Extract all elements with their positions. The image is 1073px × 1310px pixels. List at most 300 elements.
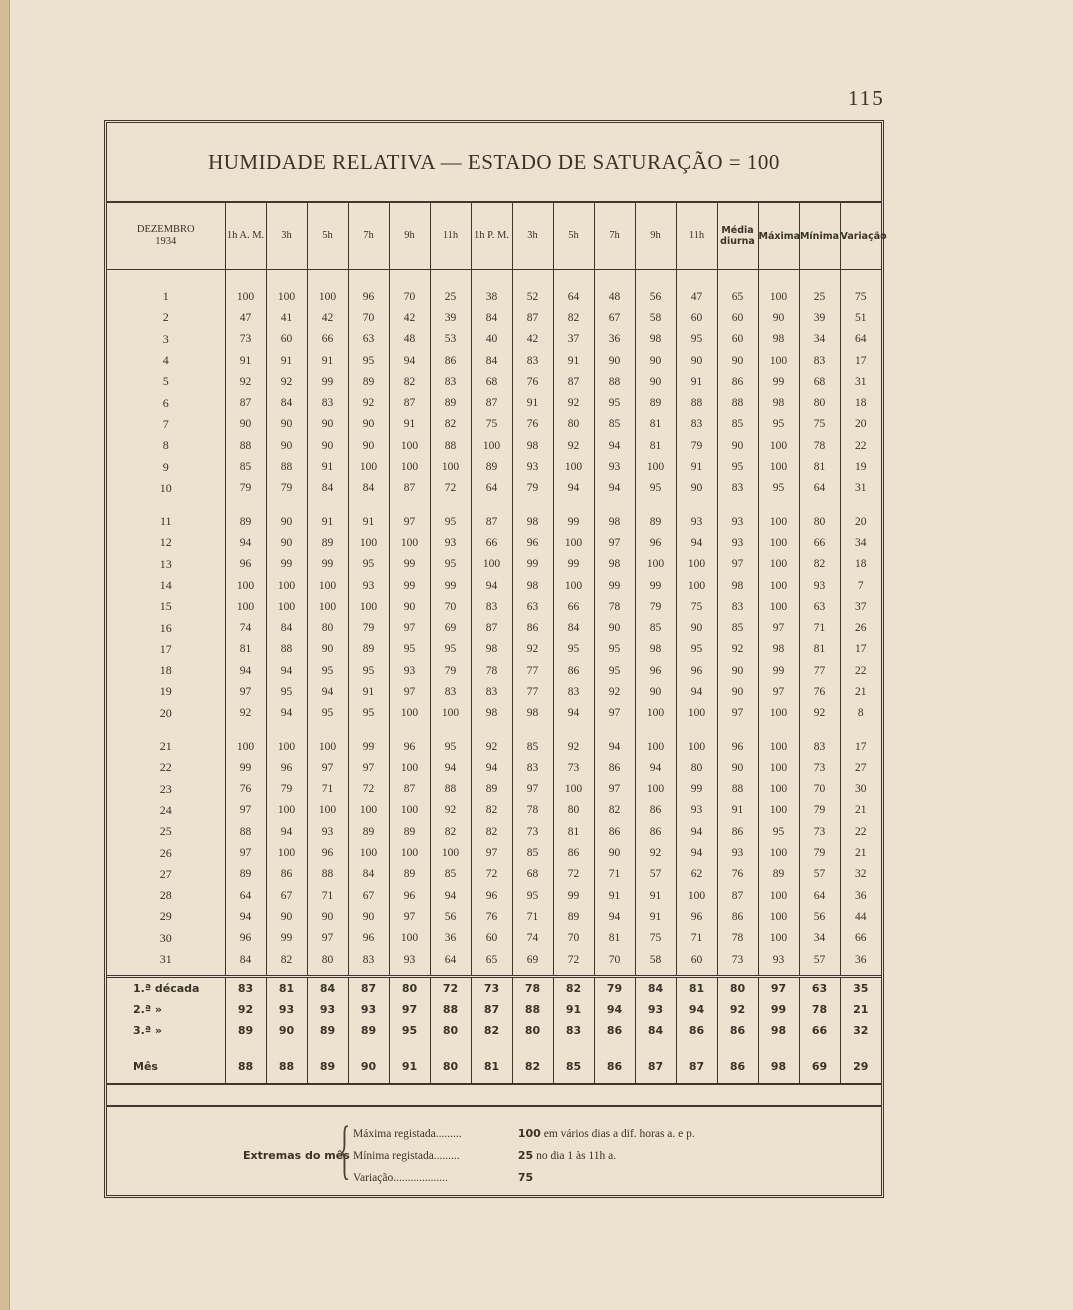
data-cell: 90	[307, 414, 348, 435]
data-cell: 100	[348, 842, 389, 863]
col-header: 3h	[512, 203, 553, 270]
data-cell: 91	[389, 1053, 430, 1079]
data-cell: 87	[676, 1053, 717, 1079]
data-cell: 37	[840, 596, 881, 617]
data-cell: 100	[307, 286, 348, 307]
data-cell: 90	[307, 435, 348, 456]
data-cell: 89	[225, 864, 266, 885]
data-cell: 91	[348, 681, 389, 702]
data-cell: 100	[676, 554, 717, 575]
data-cell: 83	[717, 596, 758, 617]
spacer-cell	[389, 1041, 430, 1053]
data-cell: 72	[348, 779, 389, 800]
col-header: 9h	[635, 203, 676, 270]
spacer-row	[107, 724, 881, 736]
data-cell: 97	[307, 928, 348, 949]
data-cell: 80	[307, 949, 348, 970]
data-cell: 57	[799, 949, 840, 970]
data-cell: 93	[430, 532, 471, 553]
data-cell: 34	[799, 928, 840, 949]
row-label: 1.ª década	[133, 982, 200, 996]
data-cell: 90	[717, 350, 758, 371]
day-row	[107, 617, 881, 638]
data-cell: 98	[594, 554, 635, 575]
data-cell: 64	[430, 949, 471, 970]
data-cell: 25	[799, 286, 840, 307]
data-cell: 65	[717, 286, 758, 307]
spacer-cell	[107, 270, 225, 287]
data-cell: 82	[430, 414, 471, 435]
data-cell: 95	[389, 1020, 430, 1041]
data-cell: 88	[266, 639, 307, 660]
data-cell: 71	[307, 885, 348, 906]
spacer-cell	[348, 1041, 389, 1053]
data-cell: 21	[840, 800, 881, 821]
data-cell: 78	[471, 660, 512, 681]
data-cell: 66	[799, 1020, 840, 1041]
data-cell: 30	[840, 779, 881, 800]
data-cell: 79	[799, 800, 840, 821]
data-cell: 96	[471, 885, 512, 906]
data-cell: 73	[471, 977, 512, 1000]
data-cell: 89	[471, 456, 512, 477]
data-cell: 100	[758, 800, 799, 821]
data-cell: 100	[553, 456, 594, 477]
day-row	[107, 906, 881, 927]
data-cell: 100	[758, 703, 799, 724]
data-cell: 84	[471, 307, 512, 328]
data-cell: 86	[553, 660, 594, 681]
spacer-cell	[553, 499, 594, 511]
spacer-cell	[676, 1041, 717, 1053]
data-cell: 79	[635, 596, 676, 617]
data-cell: 98	[512, 511, 553, 532]
data-cell: 22	[840, 435, 881, 456]
data-cell: 40	[471, 329, 512, 350]
data-cell: 73	[225, 329, 266, 350]
row-label: 27	[159, 866, 172, 881]
data-cell: 90	[635, 371, 676, 392]
data-cell: 81	[799, 456, 840, 477]
data-cell: 70	[594, 949, 635, 970]
data-cell: 42	[307, 307, 348, 328]
data-cell: 78	[799, 435, 840, 456]
data-cell: 99	[594, 575, 635, 596]
data-cell: 87	[225, 392, 266, 413]
spacer-cell	[512, 724, 553, 736]
data-cell: 82	[799, 554, 840, 575]
row-label: 5	[162, 374, 169, 389]
data-cell: 93	[307, 821, 348, 842]
data-cell: 95	[307, 660, 348, 681]
data-cell: 96	[348, 928, 389, 949]
spacer-cell	[676, 1079, 717, 1084]
data-cell: 35	[840, 977, 881, 1000]
data-cell: 90	[266, 532, 307, 553]
data-cell: 100	[225, 286, 266, 307]
data-cell: 80	[553, 414, 594, 435]
data-cell: 96	[676, 906, 717, 927]
data-cell: 79	[799, 842, 840, 863]
row-label: 2	[162, 310, 169, 325]
spacer-row	[107, 1041, 881, 1053]
spacer-cell	[635, 1041, 676, 1053]
data-cell: 90	[676, 350, 717, 371]
spacer-cell	[758, 270, 799, 287]
data-cell: 99	[389, 575, 430, 596]
day-row	[107, 821, 881, 842]
data-cell: 89	[307, 1053, 348, 1079]
data-cell: 80	[430, 1020, 471, 1041]
data-cell: 82	[430, 821, 471, 842]
data-cell: 100	[307, 800, 348, 821]
data-cell: 89	[635, 511, 676, 532]
data-cell: 79	[266, 478, 307, 499]
data-cell: 90	[717, 435, 758, 456]
data-cell: 90	[348, 906, 389, 927]
col-header-maxima: Máxima	[758, 203, 799, 270]
data-cell: 91	[676, 371, 717, 392]
spacer-cell	[107, 499, 225, 511]
spacer-cell	[307, 1079, 348, 1084]
data-cell: 100	[430, 703, 471, 724]
row-label: 6	[162, 395, 169, 410]
data-cell: 18	[840, 392, 881, 413]
spacer-cell	[512, 270, 553, 287]
humidity-table	[107, 203, 887, 1085]
spacer-cell	[430, 499, 471, 511]
data-cell: 34	[840, 532, 881, 553]
data-cell: 100	[389, 757, 430, 778]
data-cell: 82	[471, 821, 512, 842]
data-cell: 99	[348, 736, 389, 757]
data-cell: 89	[553, 906, 594, 927]
data-cell: 96	[389, 885, 430, 906]
data-cell: 100	[266, 286, 307, 307]
data-cell: 80	[553, 800, 594, 821]
data-cell: 84	[635, 1020, 676, 1041]
data-cell: 97	[225, 842, 266, 863]
data-cell: 95	[758, 821, 799, 842]
data-cell: 90	[676, 478, 717, 499]
data-cell: 95	[430, 554, 471, 575]
data-cell: 81	[266, 977, 307, 1000]
day-row	[107, 532, 881, 553]
data-cell: 87	[635, 1053, 676, 1079]
data-cell: 100	[266, 842, 307, 863]
data-cell: 89	[348, 1020, 389, 1041]
data-cell: 94	[635, 757, 676, 778]
data-cell: 95	[594, 392, 635, 413]
spacer-cell	[594, 724, 635, 736]
spacer-cell	[758, 499, 799, 511]
data-cell: 91	[512, 392, 553, 413]
data-cell: 73	[799, 757, 840, 778]
data-cell: 97	[717, 554, 758, 575]
data-cell: 94	[676, 821, 717, 842]
data-cell: 96	[717, 736, 758, 757]
data-cell: 77	[512, 660, 553, 681]
col-header-variacao: Variação	[840, 203, 881, 270]
data-cell: 94	[676, 681, 717, 702]
spacer-cell	[799, 499, 840, 511]
data-cell: 92	[717, 639, 758, 660]
data-cell: 100	[553, 532, 594, 553]
data-cell: 92	[553, 392, 594, 413]
spacer-cell	[594, 1041, 635, 1053]
table-frame	[104, 120, 887, 1198]
row-label: 2.ª »	[133, 1003, 162, 1017]
data-cell: 89	[348, 639, 389, 660]
spacer-row	[107, 499, 881, 511]
data-cell: 100	[471, 435, 512, 456]
data-cell: 90	[266, 414, 307, 435]
data-cell: 97	[389, 999, 430, 1020]
data-cell: 83	[799, 350, 840, 371]
data-cell: 21	[840, 999, 881, 1020]
data-cell: 64	[225, 885, 266, 906]
data-cell: 99	[635, 575, 676, 596]
day-row	[107, 703, 881, 724]
data-cell: 89	[348, 821, 389, 842]
data-cell: 95	[676, 639, 717, 660]
extreme-var-label: Variação...................	[353, 1172, 448, 1184]
data-cell: 84	[553, 617, 594, 638]
data-cell: 85	[635, 617, 676, 638]
spacer-cell	[635, 499, 676, 511]
data-cell: 76	[799, 681, 840, 702]
data-cell: 91	[266, 350, 307, 371]
spacer-cell	[225, 1041, 266, 1053]
data-cell: 86	[635, 800, 676, 821]
data-cell: 64	[553, 286, 594, 307]
data-cell: 91	[635, 885, 676, 906]
data-cell: 85	[512, 736, 553, 757]
data-cell: 93	[307, 999, 348, 1020]
spacer-cell	[348, 270, 389, 287]
data-cell: 80	[512, 1020, 553, 1041]
data-cell: 100	[348, 456, 389, 477]
data-cell: 73	[553, 757, 594, 778]
data-cell: 75	[635, 928, 676, 949]
spacer-cell	[107, 1041, 225, 1053]
day-row	[107, 286, 881, 307]
spacer-cell	[348, 724, 389, 736]
data-cell: 82	[594, 800, 635, 821]
data-cell: 79	[676, 435, 717, 456]
data-cell: 64	[471, 478, 512, 499]
data-cell: 81	[635, 414, 676, 435]
data-cell: 100	[389, 928, 430, 949]
data-cell: 87	[512, 307, 553, 328]
data-cell: 93	[717, 842, 758, 863]
day-row	[107, 371, 881, 392]
data-cell: 89	[307, 532, 348, 553]
col-header: 5h	[553, 203, 594, 270]
data-cell: 93	[799, 575, 840, 596]
data-cell: 90	[225, 414, 266, 435]
data-cell: 94	[553, 478, 594, 499]
data-cell: 62	[676, 864, 717, 885]
data-cell: 78	[799, 999, 840, 1020]
data-cell: 78	[717, 928, 758, 949]
data-cell: 96	[348, 286, 389, 307]
data-cell: 98	[758, 392, 799, 413]
day-row	[107, 779, 881, 800]
data-cell: 89	[389, 864, 430, 885]
col-header: 1h A. M.	[225, 203, 266, 270]
data-cell: 96	[307, 842, 348, 863]
col-header: 11h	[676, 203, 717, 270]
data-cell: 20	[840, 511, 881, 532]
row-label: Mês	[133, 1059, 158, 1073]
data-cell: 38	[471, 286, 512, 307]
data-cell: 69	[512, 949, 553, 970]
data-cell: 87	[389, 779, 430, 800]
data-cell: 36	[840, 949, 881, 970]
data-cell: 98	[512, 703, 553, 724]
data-cell: 100	[635, 736, 676, 757]
day-row	[107, 842, 881, 863]
row-label: 8	[162, 438, 169, 453]
day-row	[107, 435, 881, 456]
data-cell: 99	[553, 511, 594, 532]
data-cell: 89	[635, 392, 676, 413]
spacer-cell	[471, 724, 512, 736]
data-cell: 83	[348, 949, 389, 970]
data-cell: 60	[676, 949, 717, 970]
data-cell: 80	[389, 977, 430, 1000]
data-cell: 88	[225, 1053, 266, 1079]
data-cell: 93	[676, 511, 717, 532]
data-cell: 86	[717, 821, 758, 842]
data-cell: 83	[512, 350, 553, 371]
data-cell: 91	[717, 800, 758, 821]
data-cell: 99	[389, 554, 430, 575]
data-cell: 100	[758, 511, 799, 532]
data-cell: 31	[840, 478, 881, 499]
data-cell: 100	[389, 435, 430, 456]
spacer-cell	[635, 270, 676, 287]
data-cell: 93	[348, 999, 389, 1020]
data-cell: 99	[266, 928, 307, 949]
spacer-cell	[799, 1041, 840, 1053]
data-cell: 94	[553, 703, 594, 724]
spacer-cell	[553, 724, 594, 736]
data-cell: 89	[225, 1020, 266, 1041]
extreme-min-row	[353, 1149, 616, 1162]
spacer-cell	[799, 1079, 840, 1084]
data-cell: 100	[676, 885, 717, 906]
data-cell: 70	[348, 307, 389, 328]
data-cell: 66	[307, 329, 348, 350]
data-cell: 36	[430, 928, 471, 949]
col-header: 7h	[594, 203, 635, 270]
data-cell: 95	[348, 703, 389, 724]
data-cell: 98	[758, 1053, 799, 1079]
data-cell: 95	[635, 478, 676, 499]
data-cell: 89	[307, 1020, 348, 1041]
data-cell: 87	[471, 511, 512, 532]
day-row	[107, 456, 881, 477]
spacer-cell	[553, 1079, 594, 1084]
data-cell: 67	[348, 885, 389, 906]
data-cell: 95	[676, 329, 717, 350]
row-label: 17	[159, 641, 172, 656]
spacer-cell	[553, 1041, 594, 1053]
spacer-cell	[635, 724, 676, 736]
data-cell: 94	[594, 999, 635, 1020]
spacer-cell	[107, 1079, 225, 1084]
spacer-cell	[471, 499, 512, 511]
data-cell: 90	[717, 757, 758, 778]
spacer-cell	[717, 724, 758, 736]
data-cell: 39	[430, 307, 471, 328]
data-cell: 18	[840, 554, 881, 575]
data-cell: 93	[717, 532, 758, 553]
row-label: 21	[159, 739, 172, 754]
data-cell: 88	[266, 456, 307, 477]
data-cell: 90	[266, 511, 307, 532]
data-cell: 19	[840, 456, 881, 477]
data-cell: 97	[389, 681, 430, 702]
data-cell: 95	[553, 639, 594, 660]
data-cell: 95	[512, 885, 553, 906]
data-cell: 57	[635, 864, 676, 885]
data-cell: 91	[307, 456, 348, 477]
data-cell: 100	[635, 779, 676, 800]
data-cell: 47	[676, 286, 717, 307]
spacer-cell	[471, 1079, 512, 1084]
data-cell: 65	[471, 949, 512, 970]
data-cell: 17	[840, 736, 881, 757]
spacer-cell	[225, 1079, 266, 1084]
col-header-media: Média diurna	[717, 203, 758, 270]
data-cell: 63	[799, 977, 840, 1000]
data-cell: 97	[225, 681, 266, 702]
spacer-cell	[512, 499, 553, 511]
data-cell: 84	[348, 864, 389, 885]
row-label: 16	[159, 620, 172, 635]
data-cell: 83	[307, 392, 348, 413]
day-row	[107, 949, 881, 970]
data-cell: 85	[553, 1053, 594, 1079]
data-cell: 96	[389, 736, 430, 757]
data-cell: 72	[553, 949, 594, 970]
data-cell: 51	[840, 307, 881, 328]
data-cell: 90	[717, 660, 758, 681]
data-cell: 42	[389, 307, 430, 328]
data-cell: 79	[512, 478, 553, 499]
spacer-cell	[266, 270, 307, 287]
page-number: 115	[848, 86, 885, 110]
data-cell: 25	[430, 286, 471, 307]
data-cell: 53	[430, 329, 471, 350]
data-cell: 58	[635, 949, 676, 970]
data-cell: 95	[717, 456, 758, 477]
data-cell: 88	[430, 435, 471, 456]
data-cell: 93	[348, 575, 389, 596]
data-cell: 87	[553, 371, 594, 392]
table-body	[107, 270, 881, 1085]
extreme-min-value: 25 no dia 1 às 11h a.	[517, 1149, 617, 1162]
data-cell: 36	[840, 885, 881, 906]
data-cell: 80	[717, 977, 758, 1000]
col-header-minima: Mínima	[799, 203, 840, 270]
data-cell: 97	[225, 800, 266, 821]
data-cell: 81	[553, 821, 594, 842]
spacer-cell	[389, 724, 430, 736]
